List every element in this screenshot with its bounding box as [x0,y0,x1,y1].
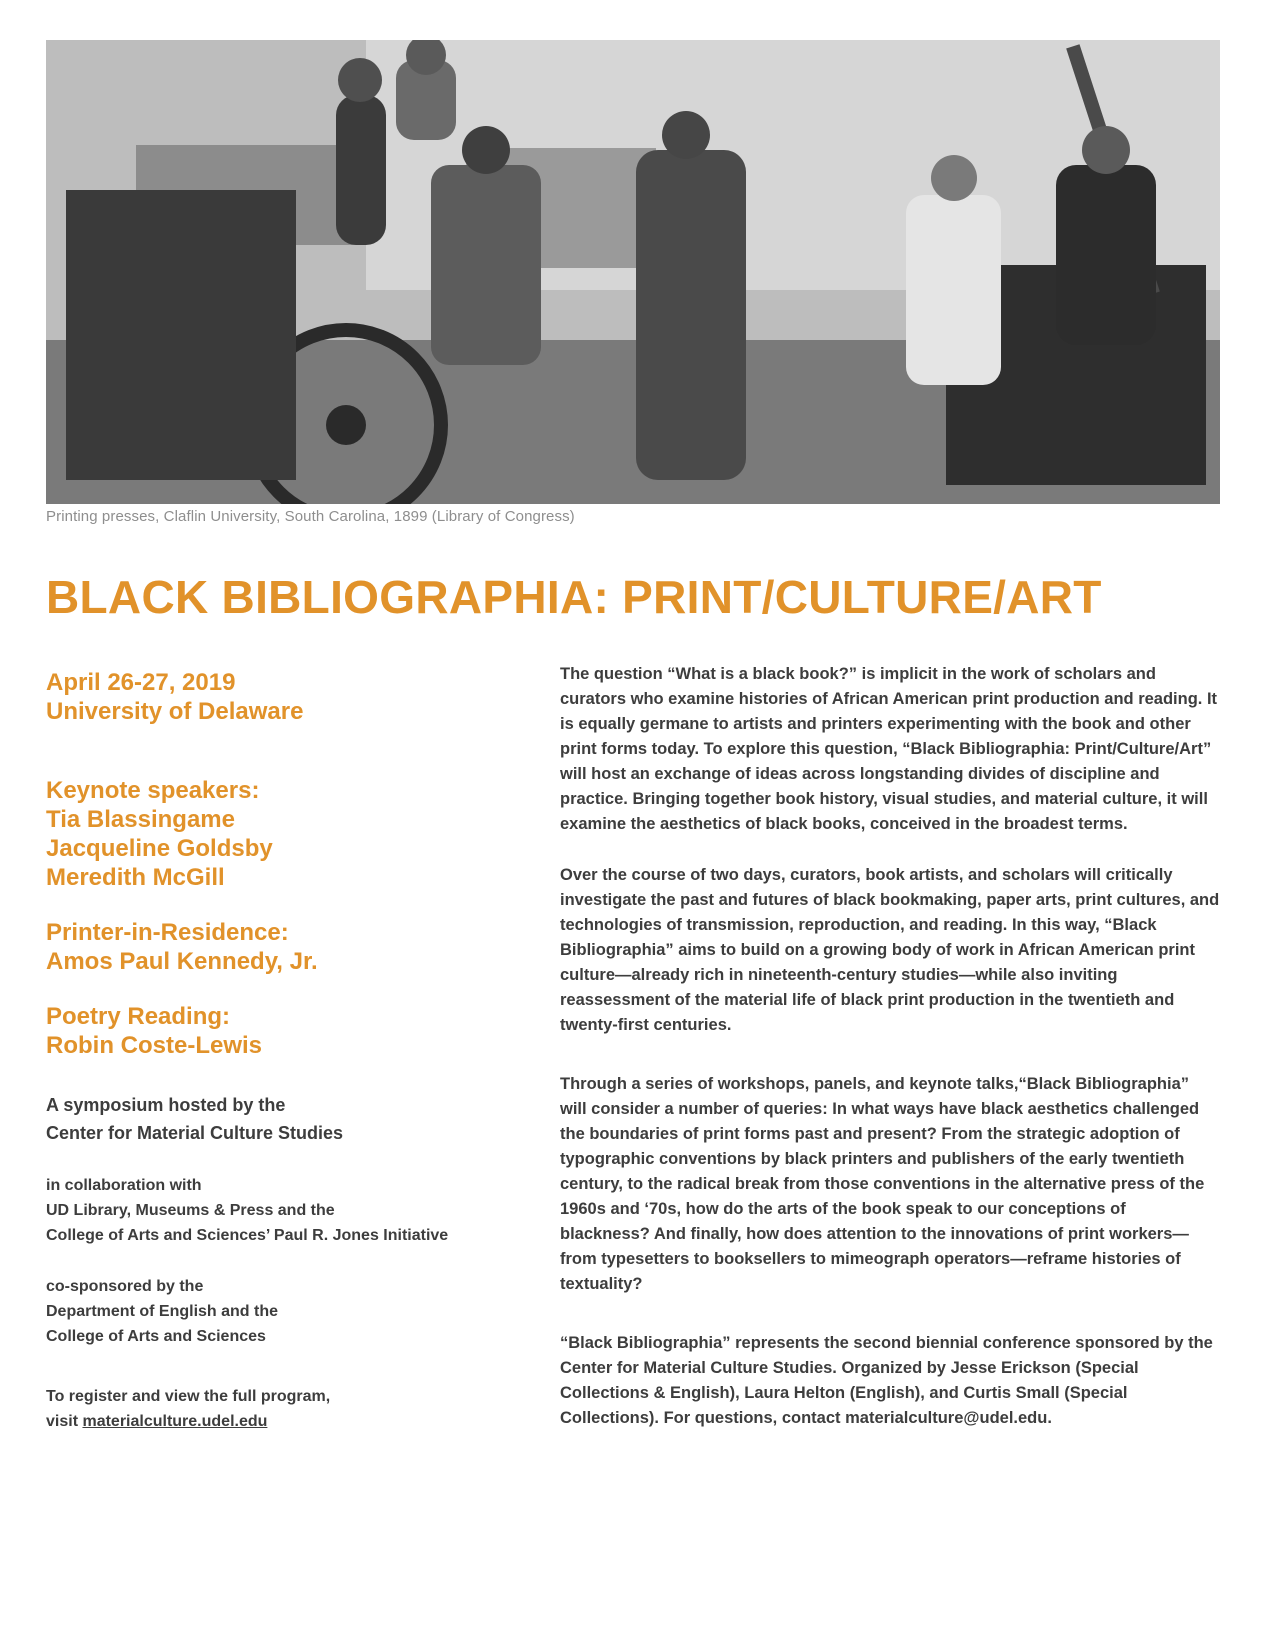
keynote-heading: Keynote speakers: [46,777,260,804]
keynote-speaker: Meredith McGill [46,864,225,891]
collab-line: UD Library, Museums & Press and the [46,1202,335,1219]
keynote-speaker: Tia Blassingame [46,806,235,833]
poetry-reading [46,1002,546,1060]
keynote-speakers [46,776,546,892]
photo-of-printing-press-workshop-icon [46,40,1220,504]
printer-heading: Printer-in-Residence: [46,919,289,946]
description-paragraph: Over the course of two days, curators, book artists, and scholars will critically investigate the past and futures of black bookmaking, paper arts, print cultures, and technologies of transmission, reproduction, and reading. In this way, “Black Bibliographia” aims to build on a growing body of work in African American print culture—already rich in nineteenth-century studies—while also inviting reassessment of the material life of black print production in the twentieth and twenty-first centuries. [560,866,1220,1034]
cosponsor-line: Department of English and the [46,1303,279,1320]
collaboration-info [46,1173,546,1248]
cosponsor-info [46,1274,546,1349]
collab-line: in collaboration with [46,1177,202,1194]
register-link[interactable]: materialculture.udel.edu [82,1413,268,1430]
collab-line: College of Arts and Sciences’ Paul R. Jones Initiative [46,1227,449,1244]
event-venue: University of Delaware [46,698,304,725]
host-line: Center for Material Culture Studies [46,1123,344,1143]
host-line: A symposium hosted by the [46,1095,286,1115]
keynote-speaker: Jacqueline Goldsby [46,835,273,862]
description-paragraph: Through a series of workshops, panels, and keynote talks,“Black Bibliographia” will consider a number of queries: In what ways have black aesthetics challenged the boundaries of print forms past and present? From the strategic adoption of typographic conventions by black printers and publishers of the early twentieth century, to the radical break from those conventions in the alternative press of the 1960s and ‘70s, how do the arts of the book speak to our conceptions of blackness? And finally, how does attention to the innovations of print workers—from typesetters to booksellers to mimeograph operators—reframe histories of textuality? [560,1075,1205,1293]
host-info [46,1091,546,1147]
description-paragraph: The question “What is a black book?” is implicit in the work of scholars and curators who examine histories of African American print production and reading. It is equally germane to artists and printers experimenting with the book and other print forms today. To explore this question, “Black Bibliographia: Print/Culture/Art” will host an exchange of ideas across longstanding divides of discipline and practice. Bringing together book history, visual studies, and material culture, it will examine the aesthetics of black books, conceived in the broadest terms. [560,665,1218,833]
register-line-2 [46,1409,546,1434]
printer-in-residence [46,918,546,976]
event-date: April 26-27, 2019 [46,669,236,696]
register-line: To register and view the full program, [46,1388,331,1405]
event-info [46,668,546,726]
printer-name: Amos Paul Kennedy, Jr. [46,948,318,975]
poetry-name: Robin Coste-Lewis [46,1032,263,1059]
poetry-heading: Poetry Reading: [46,1003,231,1030]
page-title: BLACK BIBLIOGRAPHIA: PRINT/CULTURE/ART [46,571,1102,623]
register-prefix: visit [46,1413,83,1430]
photo-caption: Printing presses, Claflin University, South Carolina, 1899 (Library of Congress) [46,508,575,525]
header-photo [46,40,1220,504]
description-column [560,662,1220,1457]
event-details-column [46,668,546,1434]
description-paragraph: “Black Bibliographia” represents the second biennial conference sponsored by the Center for Material Culture Studies. Organized by Jesse Erickson (Special Collections & English), Laura Helton (English), and Curtis Small (Special Collections). For questions, contact materialculture@udel.edu. [560,1334,1213,1427]
cosponsor-line: co-sponsored by the [46,1278,204,1295]
cosponsor-line: College of Arts and Sciences [46,1328,266,1345]
registration-info [46,1384,546,1434]
